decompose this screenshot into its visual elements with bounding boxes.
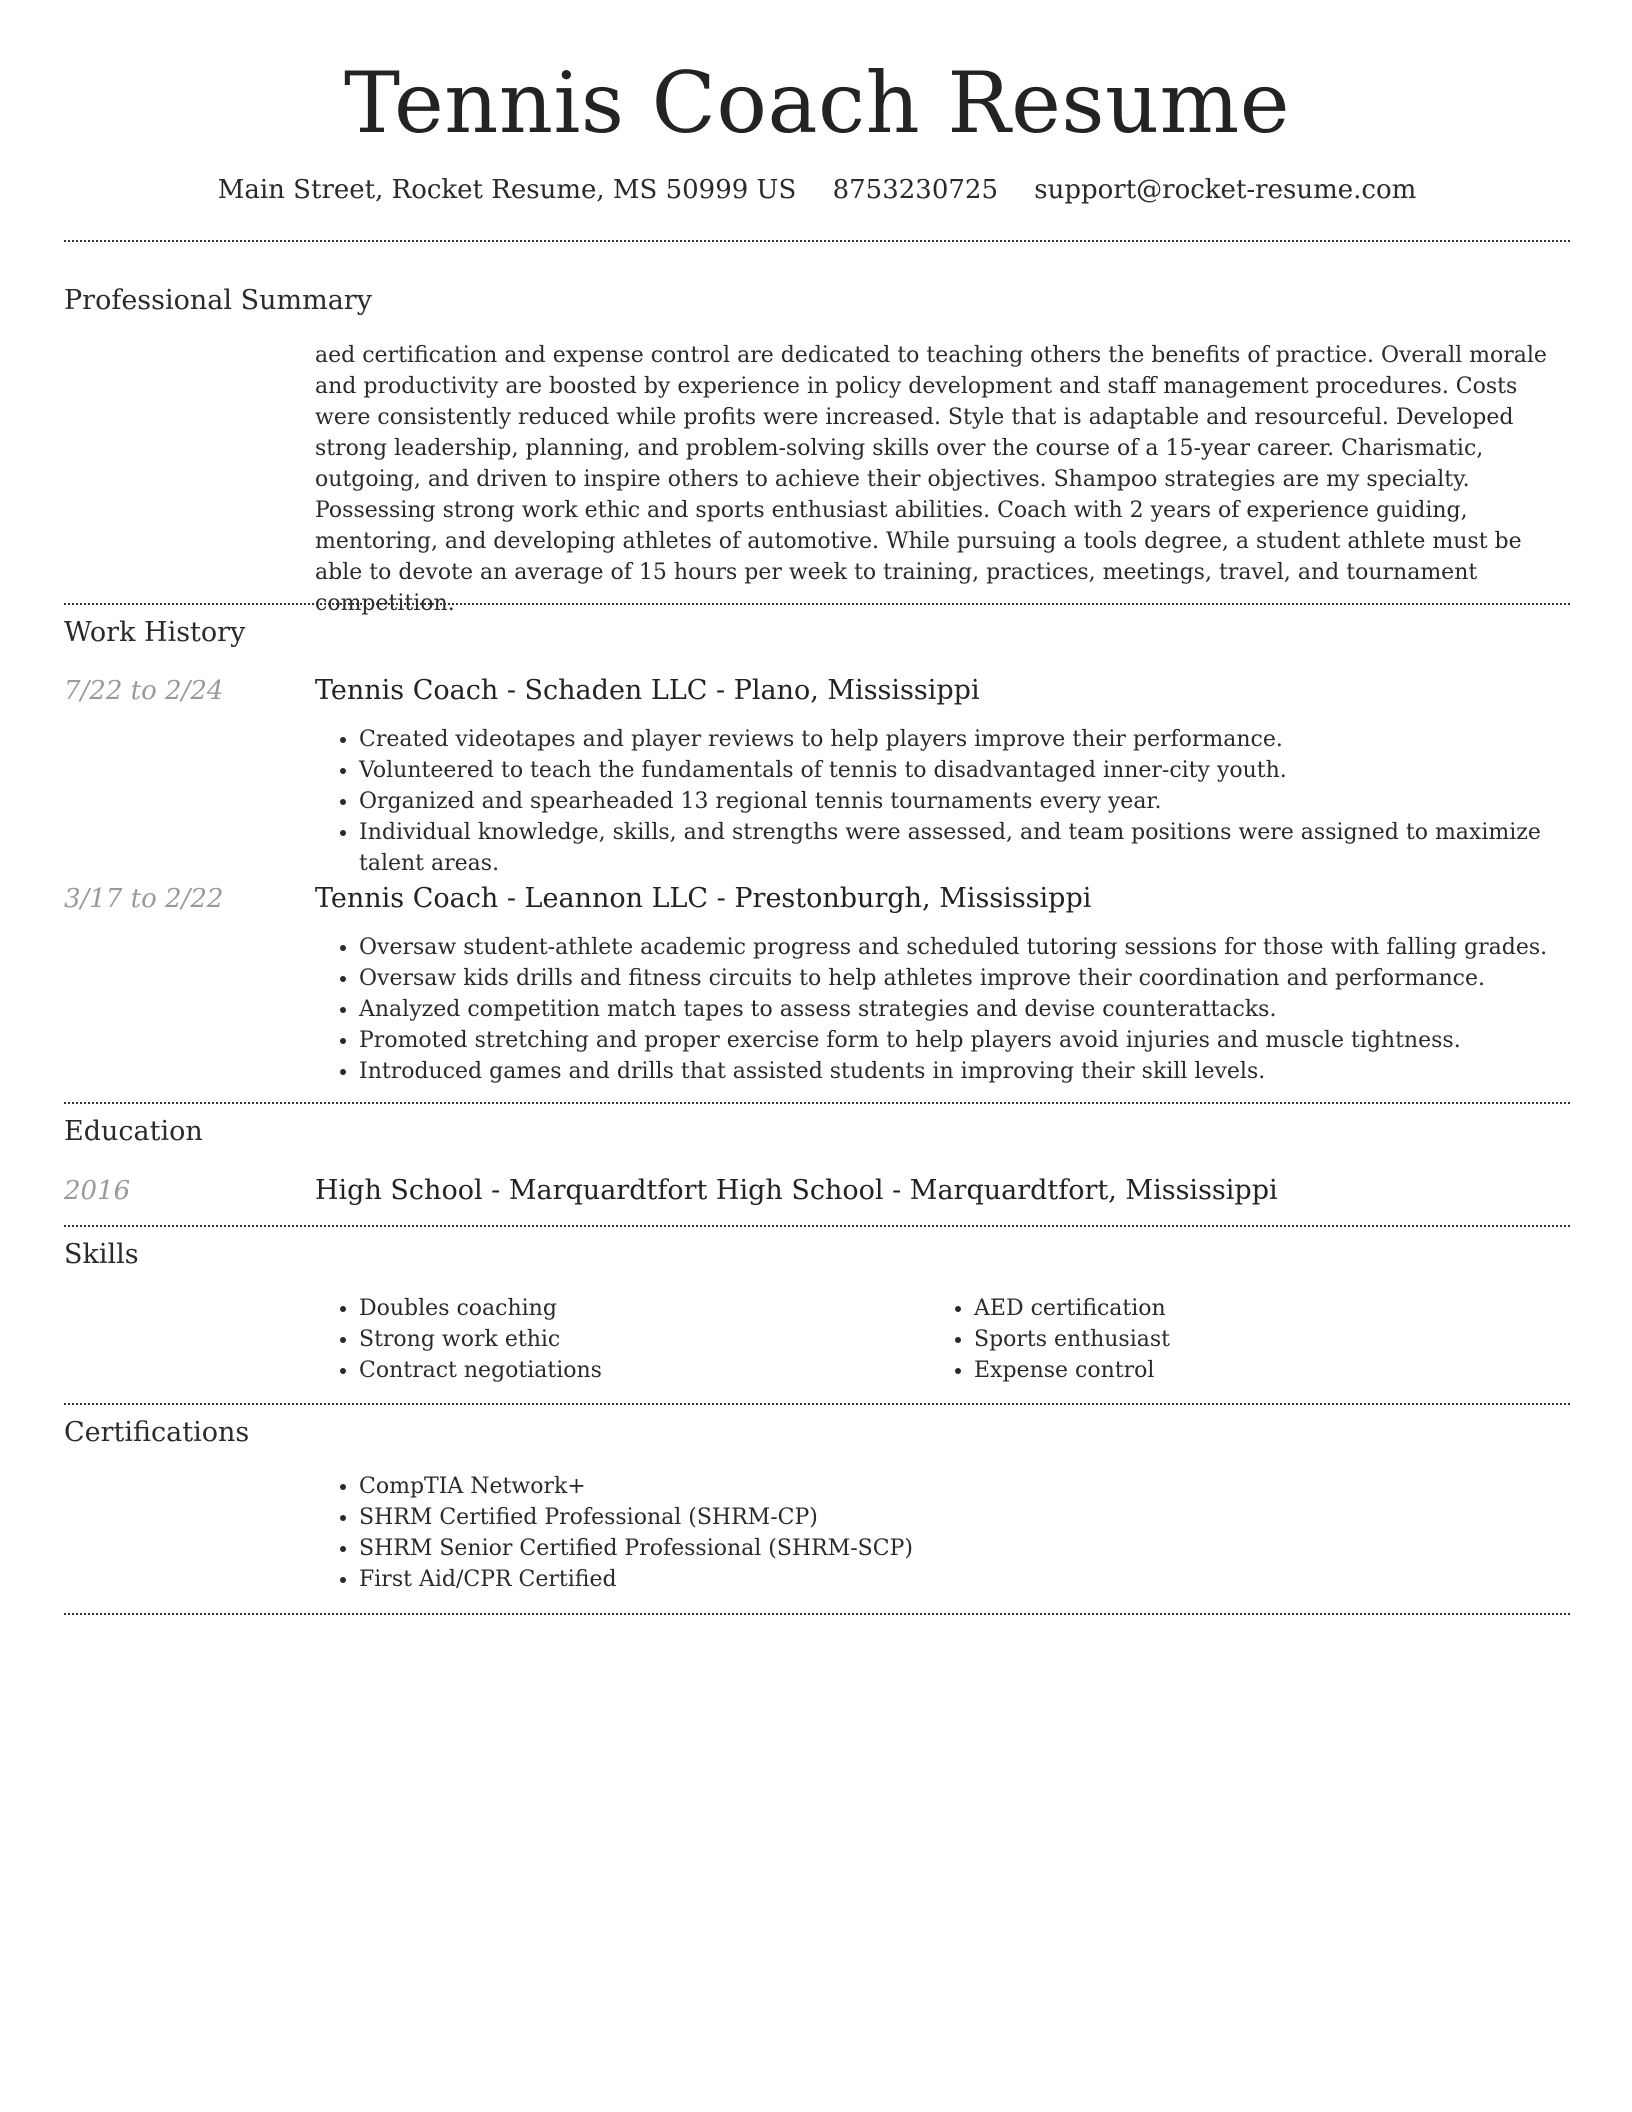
divider bbox=[64, 1403, 1570, 1405]
divider bbox=[64, 603, 1570, 605]
section-title-certifications: Certifications bbox=[64, 1417, 250, 1448]
contact-address: Main Street, Rocket Resume, MS 50999 US bbox=[217, 175, 797, 205]
list-item: • Organized and spearheaded 13 regional tennis tournaments every year. bbox=[359, 786, 1570, 817]
list-item: • Strong work ethic bbox=[359, 1324, 602, 1355]
job-title: Tennis Coach - Schaden LLC - Plano, Mississippi bbox=[315, 675, 980, 706]
list-item: • SHRM Senior Certified Professional (SHRM-SCP) bbox=[359, 1533, 913, 1564]
job-dates: 7/22 to 2/24 bbox=[64, 676, 224, 706]
list-item: • Contract negotiations bbox=[359, 1355, 602, 1386]
list-item: • Sports enthusiast bbox=[974, 1324, 1170, 1355]
list-item: • Oversaw student-athlete academic progress and scheduled tutoring sessions for those with falling grades. bbox=[359, 932, 1547, 963]
divider bbox=[64, 240, 1570, 242]
job-dates: 3/17 to 2/22 bbox=[64, 884, 224, 914]
resume-title: Tennis Coach Resume bbox=[344, 54, 1290, 152]
job-bullets bbox=[315, 932, 1547, 1087]
list-item: • Analyzed competition match tapes to assess strategies and devise counterattacks. bbox=[359, 994, 1547, 1025]
job-title: Tennis Coach - Leannon LLC - Prestonburgh, Mississippi bbox=[315, 883, 1092, 914]
certifications-list bbox=[315, 1471, 913, 1595]
list-item: • SHRM Certified Professional (SHRM-CP) bbox=[359, 1502, 913, 1533]
list-item: • Created videotapes and player reviews to help players improve their performance. bbox=[359, 724, 1570, 755]
section-title-skills: Skills bbox=[64, 1239, 139, 1270]
contact-phone: 8753230725 bbox=[832, 175, 998, 205]
skills-list-left bbox=[315, 1293, 602, 1386]
list-item: • AED certification bbox=[974, 1293, 1170, 1324]
job-bullets bbox=[315, 724, 1570, 879]
section-title-work: Work History bbox=[64, 617, 246, 648]
skills-list-right bbox=[930, 1293, 1170, 1386]
divider bbox=[64, 1225, 1570, 1227]
list-item: • Doubles coaching bbox=[359, 1293, 602, 1324]
contact-email: support@rocket-resume.com bbox=[1034, 175, 1417, 205]
list-item: • Promoted stretching and proper exercise form to help players avoid injuries and muscle tightness. bbox=[359, 1025, 1547, 1056]
education-year: 2016 bbox=[64, 1176, 131, 1206]
divider bbox=[64, 1102, 1570, 1104]
list-item: • First Aid/CPR Certified bbox=[359, 1564, 913, 1595]
list-item: • Expense control bbox=[974, 1355, 1170, 1386]
list-item: • CompTIA Network+ bbox=[359, 1471, 913, 1502]
list-item: • Individual knowledge, skills, and strengths were assessed, and team positions were assigned to maximize talent areas. bbox=[359, 817, 1570, 879]
list-item: • Volunteered to teach the fundamentals of tennis to disadvantaged inner-city youth. bbox=[359, 755, 1570, 786]
education-entry: High School - Marquardtfort High School - Marquardtfort, Mississippi bbox=[315, 1175, 1278, 1206]
list-item: • Oversaw kids drills and fitness circuits to help athletes improve their coordination and performance. bbox=[359, 963, 1547, 994]
contact-line bbox=[64, 170, 1570, 210]
list-item: • Introduced games and drills that assisted students in improving their skill levels. bbox=[359, 1056, 1547, 1087]
section-title-summary: Professional Summary bbox=[64, 285, 372, 316]
summary-text: aed certification and expense control are dedicated to teaching others the benefits of practice. Overall morale and productivity are boosted by experience in policy development and staff management procedures. Costs were consistently reduced while profits were increased. Style that is adaptable and resourceful. Developed strong leadership, planning, and problem-solving skills over the course of a 15-year career. Charismatic, outgoing, and driven to inspire others to achieve their objectives. Shampoo strategies are my specialty. Possessing strong work ethic and sports enthusiast abilities. Coach with 2 years of experience guiding, mentoring, and developing athletes of automotive. While pursuing a tools degree, a student athlete must be able to devote an average of 15 hours per week to training, practices, meetings, travel, and tournament competition. bbox=[315, 343, 1547, 616]
section-title-education: Education bbox=[64, 1116, 203, 1147]
divider bbox=[64, 1613, 1570, 1615]
